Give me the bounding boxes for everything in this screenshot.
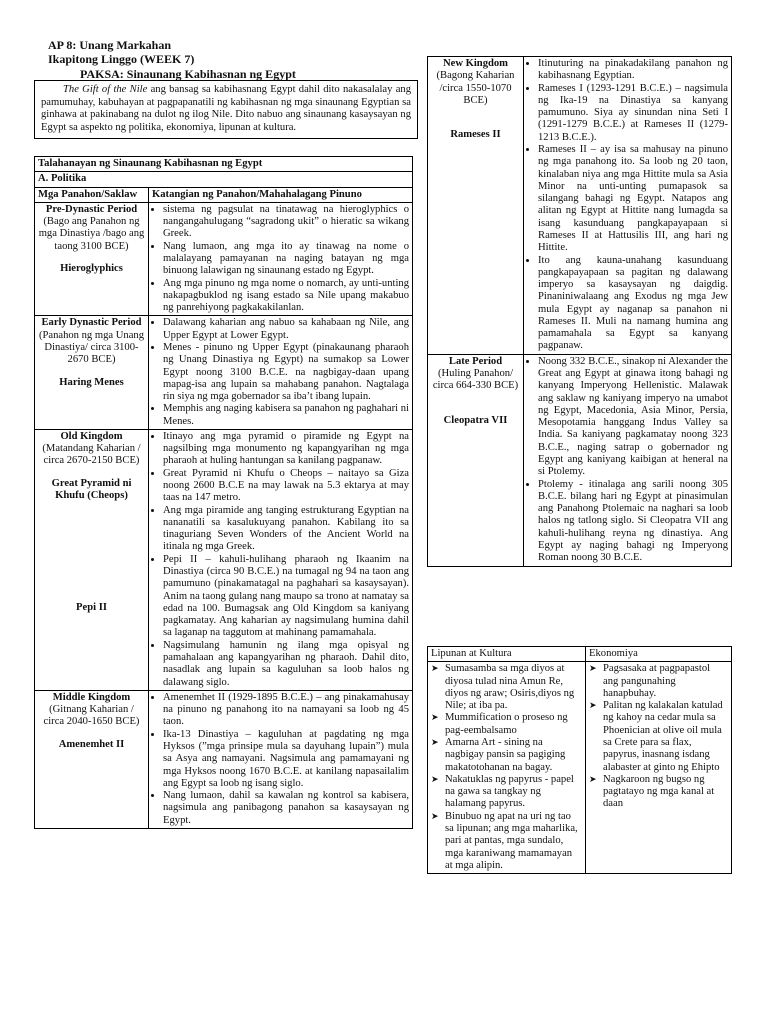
list-item: ➤ Nakatuklas ng papyrus - papel na gawa sa tangkay ng halamang papyrus. [445, 774, 582, 811]
topic-title: PAKSA: Sinaunang Kabihasnan ng Egypt [80, 66, 296, 81]
table-row [428, 57, 732, 355]
table-title: Talahanayan ng Sinaunang Kabihasnan ng Egypt [35, 157, 413, 172]
list-item: • Dalawang kaharian ang nabuo sa kahabaan ng Nile, ang Upper Egypt at Lower Egypt. [163, 317, 409, 342]
period-leader: Great Pyramid ni Khufu (Cheops) [51, 477, 132, 502]
intro-box [34, 80, 418, 139]
period-name: Pre-Dynastic Period [45, 203, 138, 215]
table-row [428, 354, 732, 566]
table-row [35, 429, 413, 690]
list-item: • Itinayo ang mga pyramid o piramide ng Egypt na nagsilbing mga monumento ng kapangyarihan ng mga pharaoh at huling hantungan sa kanilang pagpanaw. [163, 431, 409, 468]
period-sub: (Bagong Kaharian /circa 1550-1070 BCE) [436, 70, 515, 106]
document-header [48, 38, 296, 81]
list-item: ➤ Nagkaroon ng bugso ng pagtatayo ng mga kanal at daan [603, 774, 728, 811]
course-title: AP 8: Unang Markahan [48, 38, 172, 52]
period-sub: (Huling Panahon/ circa 664-330 BCE) [432, 368, 519, 392]
table-row [35, 316, 413, 430]
period-leader: Haring Menes [59, 376, 124, 388]
intro-gift: The Gift of the Nile [63, 84, 148, 95]
period-sub: (Panahon ng mga Unang Dinastiya/ circa 3100-2670 BCE) [38, 329, 145, 366]
week-label: Ikapitong Linggo (WEEK 7) [48, 52, 195, 67]
col-header-lipunan: Lipunan at Kultura [428, 647, 586, 662]
list-item: • Ika-13 Dinastiya – kaguluhan at pagdating ng mga Hyksos (”mga prinsipe mula sa dayuhang lupain”) mula sa Asya ang namayani. Nagsimula ang pamamayani ng mga Hyksos noong 1670 B.C.E. at kanilang napasailalim ang Egypt sa loob ng isang siglo. [163, 729, 409, 790]
period-name: Old Kingdom [60, 430, 123, 442]
period-sub: (Gitnang Kaharian / circa 2040-1650 BCE) [43, 704, 140, 728]
period-leader: Cleopatra VII [443, 414, 508, 426]
table-row [428, 662, 732, 874]
period-name: Late Period [448, 355, 503, 367]
list-item: ➤ Binubuo ng apat na uri ng tao sa lipunan; ang mga maharlika, pari at pantas, mga sundalo, mga karaniwang mamamayan at mga alipin. [445, 811, 582, 872]
list-item: • Pepi II – kahuli-hulihang pharaoh ng Ikaanim na Dinastiya (circa 90 B.C.E.) na tumagal ng 94 na taon ang pamumuno (pinakamatagal na paghahari sa kasaysayan). Anim na taong gulang nang maupo sa trono at namatay sa edad na 100. Bumagsak ang Old Kingdom sa kaniyang pagkamatay. Ang kaharian ay nagsimulang humina dahil sa laganap na taggutom at mahinang pamamahala. [163, 554, 409, 640]
list-item: ➤ Pagsasaka at pagpapastol ang pangunahing hanapbuhay. [603, 663, 728, 700]
intro-text: ang bansag sa kabihasnang Egypt dahil dito nakasalalay ang pamumuhay, kabuhayan at pagpapanatili ng kabihasnan ng mga sinaunang Egyptian sa ginhawa at pakinabang na dulot ng ilog Nile. Dito nabuo ang sinaunang kasaysayan ng Egypt sa aspekto ng politika, ekonomiya, lipunan at kultura. [41, 84, 411, 134]
list-item: • Rameses I (1293-1291 B.C.E.) – nagsimula ng Ika-19 na Dinastiya sa kanyang pamumuno. Siya ay sinundan nina Seti I (1291-1279 B.C.E.) at Rameses II (1279-1213 B.C.E.). [538, 83, 728, 144]
list-item: • Noong 332 B.C.E., sinakop ni Alexander the Great ang Egypt at ginawa itong bahagi ng kanyang Imperyong Hellenistic. Malawak ang saklaw ng kaniyang imperyo na umabot ng Egypt, Macedonia, Asia Minor, Persia, Mesopotamia hanggang Indus Valley sa India. Sa kaniyang pagkamatay noong 323 B.C.E., naging satrap o gobernador ng Egypt ang kaniyang kaibigan at heneral na si Ptolemy. [538, 356, 728, 479]
period-name: Middle Kingdom [52, 691, 131, 703]
politika-table-continued [427, 56, 732, 567]
list-item: • Ito ang kauna-unahang kasunduang pangkapayapaan sa pagitan ng dalawang imperyo sa kasaysayan ng daigdig. Pinaniniwalaang ang Exodus ng mga Jew mula Egypt ay naganap sa panahon ni Rameses II. Muli na namang humina ang pamamahala sa Egypt sa kanyang pagpanaw. [538, 255, 728, 353]
col-header-katangian: Katangian ng Panahon/Mahahalagang Pinuno [149, 187, 413, 202]
list-item: • Rameses II – ay isa sa mahusay na pinuno ng mga panahong ito. Sa loob ng 20 taon, kinalaban niya ang mga Hittite mula sa Asia Minor na unti-unting pumapasok sa silangang bahagi ng Egypt. Natapos ang alitan ng Egypt at Hittite nang lumagda sa isang kasunduang pangkapayapaan si Rameses II at Hattusilis III, ang hari ng Hittite. [538, 144, 728, 255]
table-row [35, 690, 413, 828]
list-item: • Nang lumaon, dahil sa kawalan ng kontrol sa kabisera, nagsimula ang panibagong panahon sa kasaysayan ng Egypt. [163, 790, 409, 827]
list-item: ➤ Palitan ng kalakalan katulad ng kahoy na cedar mula sa Phoenician at olive oil mula sa Crete para sa flax, papyrus, inasnang isdang alabaster at ginto ng Ehipto [603, 700, 728, 774]
list-item: ➤ Mummification o proseso ng pag-eembalsamo [445, 712, 582, 737]
period-leader: Hieroglyphics [60, 262, 123, 274]
lipunan-ekonomiya-table [427, 646, 732, 874]
period-leader: Rameses II [450, 129, 501, 141]
politika-table [34, 156, 413, 829]
list-item: • Ang mga pinuno ng mga nome o nomarch, ay unti-unting nakapagbuklod ng isang estado sa Nile upang makabuo ng panrehiyong pagkakakilanlan. [163, 278, 409, 315]
list-item: • Nang lumaon, ang mga ito ay tinawag na nome o malalayang pamayanan na naging batayan ng mga binuong lalawigan ng sinaunang estado ng Egypt. [163, 241, 409, 278]
period-leader-2: Pepi II [76, 602, 107, 614]
list-item: • Amenemhet II (1929-1895 B.C.E.) – ang pinakamahusay na pinuno ng panahong ito na namayani sa loob ng 45 taon. [163, 692, 409, 729]
period-sub: (Bago ang Panahon ng mga Dinastiya /bago ang taong 3100 BCE) [38, 216, 145, 252]
list-item: • Itinuturing na pinakadakilang panahon ng kabihasnang Egyptian. [538, 58, 728, 83]
list-item: • sistema ng pagsulat na tinatawag na hieroglyphics o nangangahulugang “sagradong ukit” o hieratic sa wikang Greek. [163, 204, 409, 241]
table-row [35, 202, 413, 316]
period-name: New Kingdom [442, 58, 509, 69]
col-header-ekonomiya: Ekonomiya [586, 647, 732, 662]
list-item: • Ptolemy - itinalaga ang sarili noong 305 B.C.E. bilang hari ng Egypt at pinasimulan ang Panahong Ptolemaic na naghari sa loob halos ng tatlong siglo. Si Cleopatra VII ang kahuli-hulihang reyna ng dinastiya. Ang Egypt ay naging bahagi ng Imperyong Roman noong 30 B.C.E. [538, 479, 728, 565]
period-leader: Amenemhet II [58, 738, 125, 750]
period-name: Early Dynastic Period [41, 317, 142, 329]
list-item: • Ang mga piramide ang tanging estrukturang Egyptian na nananatili sa kasalukuyang panahon. Kabilang ito sa tinaguriang Seven Wonders of the Ancient World na itinala ng mga Greek. [163, 505, 409, 554]
list-item: • Memphis ang naging kabisera sa panahon ng paghahari ni Menes. [163, 403, 409, 428]
period-sub: (Matandang Kaharian / circa 2670-2150 BCE) [42, 443, 141, 467]
list-item: ➤ Amarna Art - sining na nagbigay pansin sa pagiging makatotohanan na bagay. [445, 737, 582, 774]
list-item: ➤ Sumasamba sa mga diyos at diyosa tulad nina Amun Re, diyos ng araw; Osiris,diyos ng Nile; at iba pa. [445, 663, 582, 712]
col-header-panahon: Mga Panahon/Saklaw [35, 187, 149, 202]
list-item: • Menes - pinuno ng Upper Egypt (pinakaunang pharaoh ng Unang Dinastiya ng Egypt) na sumakop sa Lower Egypt noong 3100 B.C.E. na nagbigay-daan upang mapag-isa ang lupain sa mahabang panahon. Nagtalaga rin siya ng mga gobernador sa iba’t ibang lupain. [163, 342, 409, 403]
section-label: A. Politika [35, 172, 413, 187]
list-item: • Great Pyramid ni Khufu o Cheops – naitayo sa Giza noong 2600 B.C.E na may lawak na 5.3 ektarya at may taas na 147 metro. [163, 468, 409, 505]
list-item: • Nagsimulang hamunin ng ilang mga opisyal ng pamahalaan ang kapangyarihan ng pharaoh. Dahil dito, nasadlak ang lupain sa kaguluhan sa loob halos ng dalawang siglo. [163, 640, 409, 689]
